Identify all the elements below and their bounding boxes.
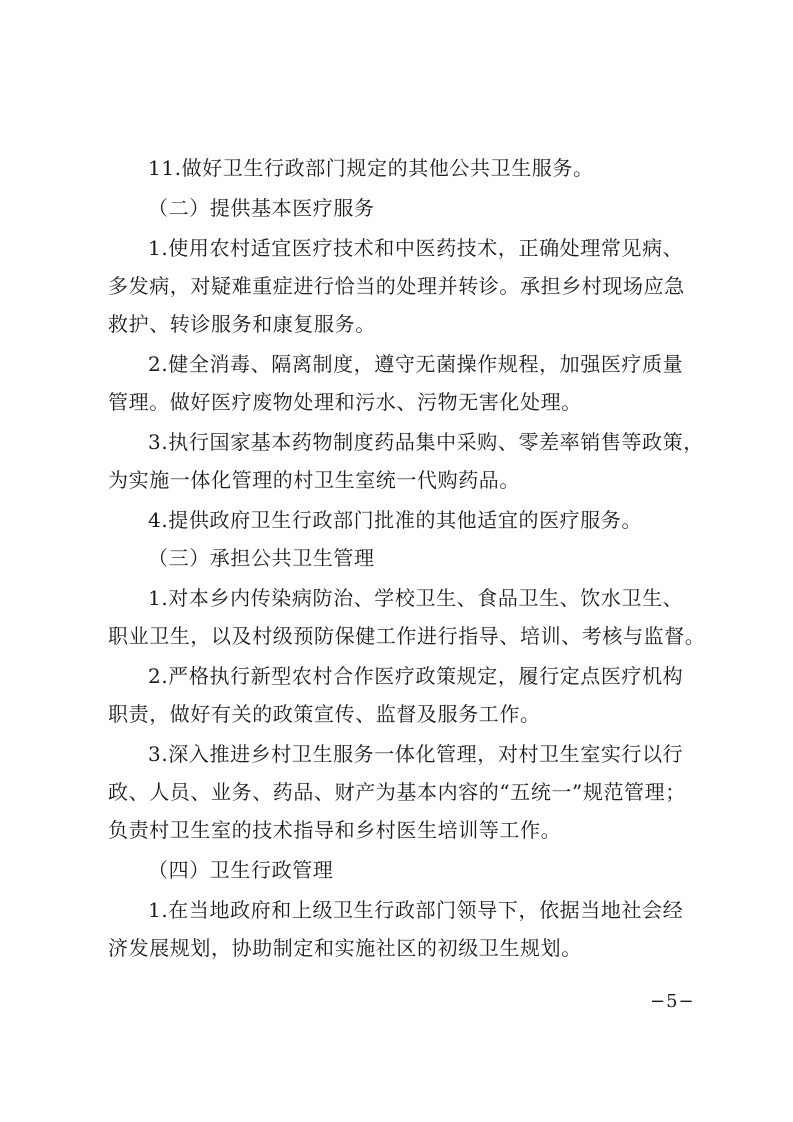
paragraph-line: 3.执行国家基本药物制度药品集中采购、零差率销售等政策， bbox=[148, 430, 704, 454]
paragraph-line: 为实施一体化管理的村卫生室统一代购药品。 bbox=[108, 468, 520, 492]
paragraph-line: 职业卫生，以及村级预防保健工作进行指导、培训、考核与监督。 bbox=[108, 624, 706, 648]
paragraph-line: 职责，做好有关的政策宣传、监督及服务工作。 bbox=[108, 702, 541, 726]
page-number: −5− bbox=[650, 991, 695, 1012]
paragraph-line: 11.做好卫生行政部门规定的其他公共卫生服务。 bbox=[148, 156, 594, 180]
paragraph-line: 政、人员、业务、药品、财产为基本内容的“五统一”规范管理； bbox=[108, 780, 686, 804]
paragraph-line: 1.对本乡内传染病防治、学校卫生、食品卫生、饮水卫生、 bbox=[148, 586, 684, 610]
paragraph-line: 4.提供政府卫生行政部门批准的其他适宜的医疗服务。 bbox=[148, 508, 643, 532]
paragraph-line: 2.严格执行新型农村合作医疗政策规定，履行定点医疗机构 bbox=[148, 664, 684, 688]
paragraph-line: 1.在当地政府和上级卫生行政部门领导下，依据当地社会经 bbox=[148, 898, 684, 922]
paragraph-line: 2.健全消毒、隔离制度，遵守无菌操作规程，加强医疗质量 bbox=[148, 352, 684, 376]
section-heading: （二）提供基本医疗服务 bbox=[148, 196, 375, 220]
paragraph-line: 救护、转诊服务和康复服务。 bbox=[108, 312, 376, 336]
section-heading: （三）承担公共卫生管理 bbox=[148, 546, 375, 570]
paragraph-line: 多发病，对疑难重症进行恰当的处理并转诊。承担乡村现场应急 bbox=[108, 274, 685, 298]
paragraph-line: 济发展规划，协助制定和实施社区的初级卫生规划。 bbox=[108, 936, 582, 960]
section-heading: （四）卫生行政管理 bbox=[148, 858, 334, 882]
paragraph-line: 管理。做好医疗废物处理和污水、污物无害化处理。 bbox=[108, 390, 582, 414]
paragraph-line: 负责村卫生室的技术指导和乡村医生培训等工作。 bbox=[108, 818, 562, 842]
paragraph-line: 3.深入推进乡村卫生服务一体化管理，对村卫生室实行以行 bbox=[148, 742, 684, 766]
paragraph-line: 1.使用农村适宜医疗技术和中医药技术，正确处理常见病、 bbox=[148, 236, 684, 260]
